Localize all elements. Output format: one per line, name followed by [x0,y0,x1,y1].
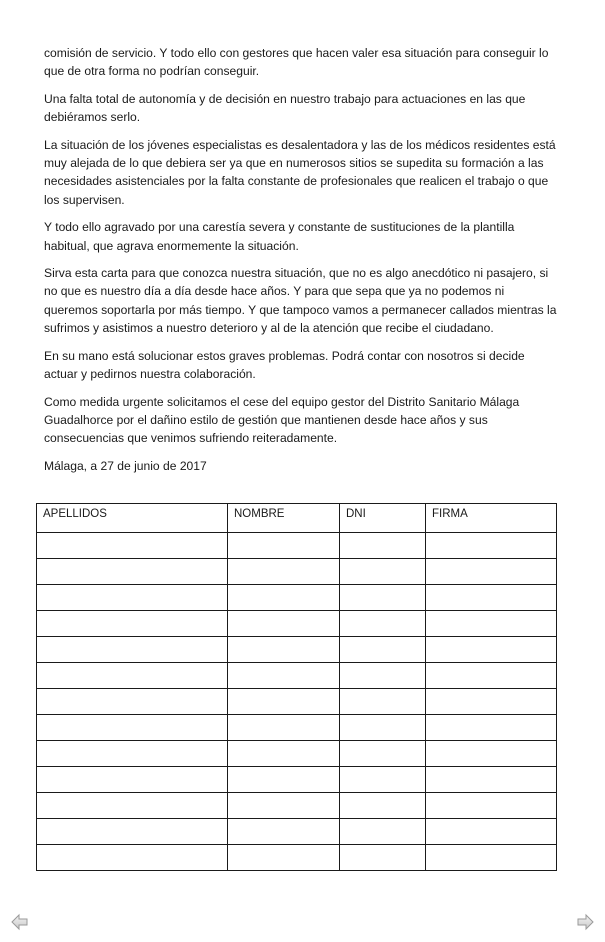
table-cell [426,845,557,871]
table-row [37,663,557,689]
table-cell [37,741,228,767]
table-cell [37,559,228,585]
table-cell [426,819,557,845]
table-cell [228,637,340,663]
signature-table [36,503,557,871]
table-cell [37,767,228,793]
date-line: Málaga, a 27 de junio de 2017 [44,458,207,473]
table-cell [37,663,228,689]
table-cell [340,715,426,741]
column-header-apellidos: APELLIDOS [37,504,228,533]
table-cell [228,767,340,793]
column-header-dni: DNI [340,504,426,533]
table-cell [37,689,228,715]
table-cell [426,741,557,767]
paragraph: En su mano está solucionar estos graves problemas. Podrá contar con nosotros si decide actuar y pedirnos nuestra colaboración. [44,348,525,382]
paragraph: La situación de los jóvenes especialistas es desalentadora y las de los médicos residentes está muy alejada de lo que debiera ser ya que en numerosos sitios se supedita su formación a las necesidades asistenciales por la falta constante de profesionales que realicen el trabajo o que los supervisen. [44,137,556,207]
table-cell [37,793,228,819]
table-cell [340,767,426,793]
table-cell [426,585,557,611]
table-cell [340,533,426,559]
table-cell [37,845,228,871]
table-cell [426,663,557,689]
table-cell [340,689,426,715]
table-cell [228,689,340,715]
signature-table-body [37,533,557,871]
table-row [37,611,557,637]
table-row [37,689,557,715]
paragraph: Una falta total de autonomía y de decisión en nuestro trabajo para actuaciones en las que debiéramos serlo. [44,91,526,125]
table-cell [340,585,426,611]
table-cell [37,715,228,741]
table-cell [228,845,340,871]
column-header-firma: FIRMA [426,504,557,533]
table-header-row [37,504,557,533]
table-cell [426,533,557,559]
table-cell [426,715,557,741]
table-cell [228,663,340,689]
table-cell [426,689,557,715]
table-row [37,845,557,871]
table-cell [340,611,426,637]
table-cell [340,559,426,585]
table-cell [340,819,426,845]
letter-body [44,44,558,484]
table-cell [228,611,340,637]
table-cell [228,585,340,611]
table-row [37,741,557,767]
table-row [37,793,557,819]
table-row [37,819,557,845]
table-cell [37,533,228,559]
table-cell [340,663,426,689]
arrow-left-icon[interactable] [10,912,30,932]
table-cell [228,715,340,741]
table-cell [340,741,426,767]
table-cell [37,819,228,845]
arrow-right-icon[interactable] [575,912,595,932]
paragraph: comisión de servicio. Y todo ello con gestores que hacen valer esa situación para conseguir lo que de otra forma no podrían conseguir. [44,46,549,79]
paragraph: Y todo ello agravado por una carestía severa y constante de sustituciones de la plantilla habitual, que agrava enormemente la situación. [44,220,515,253]
table-row [37,715,557,741]
table-row [37,559,557,585]
paragraph: Como medida urgente solicitamos el cese del equipo gestor del Distrito Sanitario Málaga Guadalhorce por el dañino estilo de gestión que mantienen desde hace años y sus consecuencias que venimos sufriendo reiteradamente. [44,394,520,446]
table-cell [340,637,426,663]
paragraph: Sirva esta carta para que conozca nuestra situación, que no es algo anecdótico ni pasajero, si no que es nuestro día a día desde hace años. Y para que sepa que ya no podemos ni queremos soportarla por más tiempo. Y que tampoco vamos a permanecer callados mientras la sufrimos y asistimos a nuestro deterioro y al de la atención que recibe el ciudadano. [44,266,557,336]
table-cell [426,767,557,793]
table-cell [228,559,340,585]
table-cell [37,585,228,611]
table-cell [340,793,426,819]
table-cell [340,845,426,871]
column-header-nombre: NOMBRE [228,504,340,533]
table-row [37,533,557,559]
table-row [37,637,557,663]
table-row [37,767,557,793]
table-cell [228,793,340,819]
table-cell [426,559,557,585]
table-cell [426,637,557,663]
table-row [37,585,557,611]
table-cell [426,793,557,819]
table-cell [228,819,340,845]
table-cell [228,741,340,767]
table-cell [228,533,340,559]
table-cell [426,611,557,637]
table-cell [37,637,228,663]
table-cell [37,611,228,637]
